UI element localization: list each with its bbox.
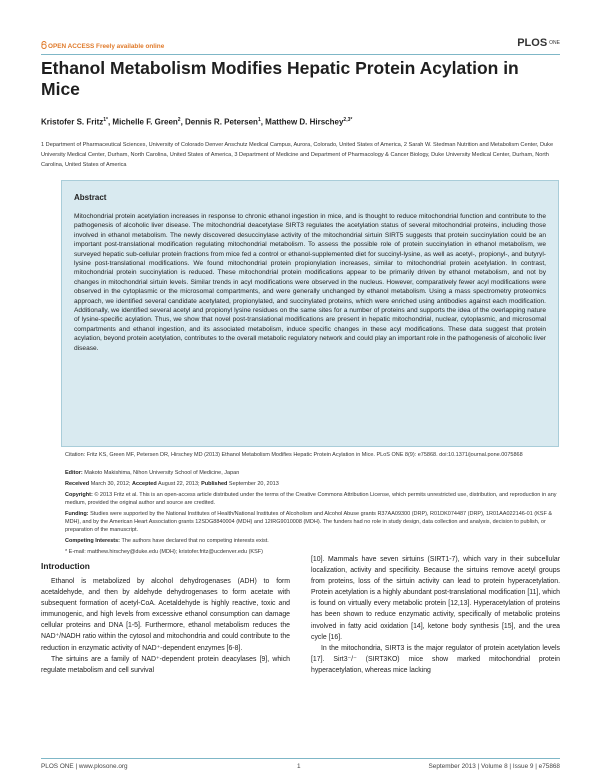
abstract-box <box>61 180 559 447</box>
author-name: Michelle F. Green <box>112 117 178 127</box>
editor-value: Makoto Makishima, Nihon University School of Medicine, Japan <box>84 470 240 476</box>
accepted-date: August 22, 2013; <box>157 481 200 487</box>
competing-text: The authors have declared that no competing interests exist. <box>121 538 269 544</box>
author-name: Dennis R. Petersen <box>185 117 258 127</box>
competing-label: Competing Interests: <box>65 538 121 544</box>
body-paragraph: [10]. Mammals have seven sirtuins (SIRT1-7), which vary in their subcellular localization, activity and specificity. Because the sirtuins remove acetyl groups from proteins, loss of the sirtuin activity can lead to protein hyperacetylation. Protein acetylation is a highly abundant post-translational modification [11], which is found on virtually every metabolic protein [12,13]. Hyperacetylation of proteins has been shown to reduce enzymatic activity, specifically of metabolic proteins involved in fatty acid oxidation [14], ketone body synthesis [15], and the urea cycle [16]. <box>311 556 560 641</box>
published-label: Published <box>201 481 228 487</box>
funding-label: Funding: <box>65 511 89 517</box>
body-paragraph: In the mitochondria, SIRT3 is the major regulator of protein acetylation levels [17]. Sirt3⁻/⁻ (SIRT3KO) mice show marked mitochondrial protein hyperacetylation, whereas mice lacking <box>311 644 560 674</box>
body-column-left <box>41 576 290 676</box>
introduction-heading: Introduction <box>41 561 90 571</box>
journal-logo-text: PLOS <box>517 37 548 49</box>
received-date: March 30, 2012; <box>90 481 131 487</box>
journal-header <box>41 37 560 54</box>
header-rule <box>41 54 560 55</box>
dates-line <box>65 480 557 488</box>
author-affiliation-marker: 1* <box>103 117 108 123</box>
open-access-icon <box>41 41 47 49</box>
footer-rule <box>41 758 560 759</box>
copyright <box>65 491 557 507</box>
page-number: 1 <box>297 763 301 770</box>
contact-email: * E-mail: matthew.hirschey@duke.edu (MDH); kristofer.fritz@ucdenver.edu (KSF) <box>65 549 263 555</box>
abstract-heading: Abstract <box>74 193 107 202</box>
citation: Citation: Fritz KS, Green MF, Petersen DR, Hirschey MD (2013) Ethanol Metabolism Modifies Hepatic Protein Acylation in Mice. PLoS ONE 8(9): e75868. doi:10.1371/journal.pone.0075868 <box>65 452 523 458</box>
body-paragraph: Ethanol is metabolized by alcohol dehydrogenases (ADH) to form acetaldehyde, and then by aldehyde dehydrogenases to form acetate with subsequent formation of acetyl-CoA. Acetaldehyde is highly reactive, toxic and immunogenic, and high levels from excessive ethanol consumption can damage cellular proteins and DNA [1-5]. Furthermore, ethanol metabolism reduces the NAD⁺/NADH ratio within the cytosol and mitochondria and could contribute to the reduction in enzymatic activity of NAD⁺-dependent enzymes [6-8]. <box>41 578 290 652</box>
copyright-label: Copyright: <box>65 492 93 498</box>
author-affiliation-marker: 2,3* <box>343 117 353 123</box>
journal-logo <box>517 37 560 49</box>
author-affiliation-marker: 2 <box>177 117 181 123</box>
footer-issue-info: September 2013 | Volume 8 | Issue 9 | e75868 <box>428 763 560 770</box>
abstract-text: Mitochondrial protein acetylation increases in response to chronic ethanol ingestion in mice, and is thought to reduce mitochondrial function and contribute to the pathogenesis of alcoholic liver disease. The mitochondrial deacetylase SIRT3 regulates the acetylation status of several mitochondrial proteins, including those involved in ethanol metabolism. The newly discovered desuccinylase activity of the mitochondrial sirtuin SIRT5 suggests that protein succinylation could be an important post-translational modification regulating mitochondrial metabolism. To assess the possible role of protein succinylation in ethanol metabolism, we surveyed hepatic sub-cellular protein fractions from mice fed a control or ethanol-supplemented diet for succinyl-lysine, as well as acetyl-, propionyl-, and butyryl-lysine post-translational modifications. We found mitochondrial protein propionylation increases, similar to mitochondrial protein acetylation. In contrast, mitochondrial protein succinylation is reduced. These mitochondrial protein modifications appear to be primarily driven by ethanol metabolism, and not by changes in mitochondrial sirtuin levels. Similar trends in acyl modifications were observed in the nucleus. However, comparatively fewer acyl modifications were observed in the cytoplasmic or the microsomal compartments, and were generally unchanged by ethanol metabolism. Using a mass spectrometry proteomics approach, we identified several candidate acetylated, propionylated, and succinylated proteins, which were enriched using antibodies against each modification. Additionally, we identified several acetyl and propionyl lysine residues on the same sites for a number of proteins and supports the idea of the overlapping nature of lysine-specific acylation. Thus, we show that novel post-translational modifications are present in hepatic mitochondrial, nuclear, cytoplasmic, and microsomal compartments and ethanol ingestion, and its associated metabolism, induce specific changes in these acyl modifications. These data suggest that protein acylation, beyond protein acetylation, contributes to the overall metabolic regulatory network and could play an important role in the pathogenesis of alcoholic liver disease. <box>74 213 546 352</box>
journal-logo-suffix: ONE <box>549 40 560 46</box>
article-title: Ethanol Metabolism Modifies Hepatic Protein Acylation in Mice <box>41 58 519 99</box>
open-access-banner <box>41 41 164 50</box>
affiliations: 1 Department of Pharmaceutical Sciences, University of Colorado Denver Anschutz Medical Campus, Aurora, Colorado, United States of America, 2 Sarah W. Stedman Nutrition and Metabolism Center, Duke University Medical Center, Durham, North Carolina, United States of America, 3 Department of Medicine and Department of Pharmacology & Cancer Biology, Duke University Medical Center, Durham, North Carolina, United States of America <box>41 142 554 168</box>
author-list: Kristofer S. Fritz$^{1*}$, Michelle F. Green$^2$, Dennis R. Petersen$^1$, Matthew D. Hirschey$^{2,3*}$ <box>41 117 353 127</box>
editor-label: Editor: <box>65 470 83 476</box>
author-affiliation-marker: 1 <box>257 117 261 123</box>
author-name: Kristofer S. Fritz <box>41 117 104 127</box>
funding-text: Studies were supported by the National Institutes of Health/National Institutes of Alcoholism and Alcohol Abuse grants R37AA09300 (DRP), R01DK074487 (DRP), 1R01AA022146-01 (KSF & MDH), and by the American Heart Association grants 12SDG8840004 (MDH) and 12IRG9010008 (MDH). The funders had no role in study design, data collection and analysis, decision to publish, or preparation of the manuscript. <box>65 511 553 533</box>
author-name: Matthew D. Hirschey <box>265 117 344 127</box>
body-column-right <box>311 554 560 676</box>
body-paragraph: The sirtuins are a family of NAD⁺-dependent protein deacylases [9], which regulate metabolism and cell survival <box>41 655 290 674</box>
copyright-text: © 2013 Fritz et al. This is an open-access article distributed under the terms of the Creative Commons Attribution License, which permits unrestricted use, distribution, and reproduction in any medium, provided the original author and source are credited. <box>65 492 557 506</box>
published-date: September 20, 2013 <box>228 481 279 487</box>
funding <box>65 510 557 534</box>
editor-line <box>65 469 557 477</box>
accepted-label: Accepted <box>131 481 157 487</box>
open-access-label: OPEN ACCESS Freely available online <box>48 43 165 50</box>
footer-journal-url: PLOS ONE | www.plosone.org <box>41 763 128 770</box>
received-label: Received <box>65 481 90 487</box>
competing-interests <box>65 537 557 545</box>
